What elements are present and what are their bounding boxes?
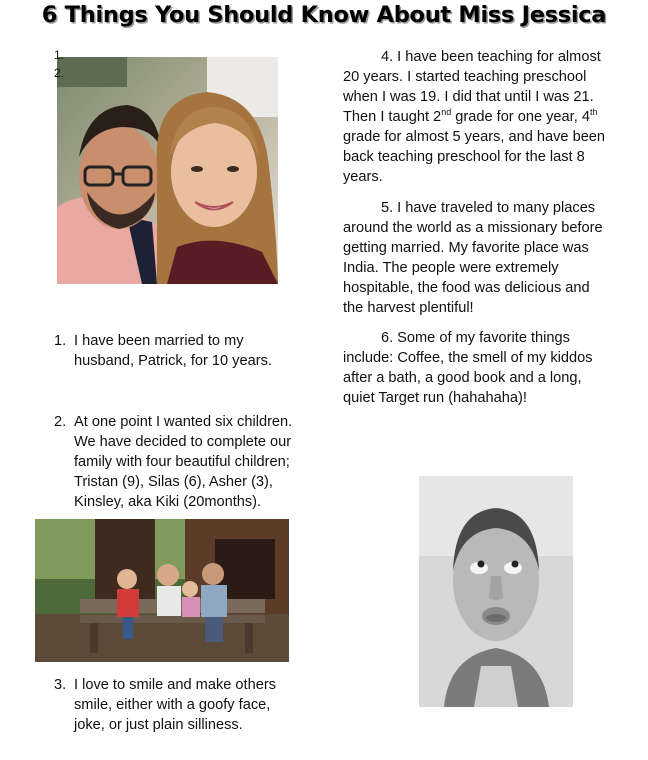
item-6-number: 6. — [381, 330, 394, 346]
item-5-text: I have traveled to many places around the world as a missionary before getting married. My favorite place was India. The people were extremely hospitable, the food was delicious and the harvest plentiful! — [343, 200, 603, 316]
item-5-number: 5. — [381, 200, 394, 216]
item-2-number: 2. — [54, 414, 67, 430]
item-4-number: 4. — [381, 49, 394, 65]
item-4-paragraph — [343, 47, 611, 187]
item-5-paragraph — [343, 198, 611, 318]
item-3-text: I love to smile and make others smile, either with a goofy face, joke, or just plain silliness. — [74, 677, 276, 733]
item-1-number: 1. — [54, 333, 67, 349]
item-1-text: I have been married to my husband, Patrick, for 10 years. — [74, 333, 272, 369]
item-4-sup-1: nd — [441, 107, 452, 118]
stray-number-2: 2. — [54, 66, 65, 80]
goofy-face-photo — [419, 476, 573, 707]
list-item-3 — [54, 675, 289, 735]
family-on-bench-photo — [35, 519, 289, 662]
list-item-1 — [54, 331, 289, 371]
item-6-paragraph — [343, 328, 611, 408]
couple-selfie-photo — [57, 57, 278, 284]
item-4-sup-2: th — [589, 107, 598, 118]
item-4-text-part3: grade for almost 5 years, and have been back teaching preschool for the last 8 years. — [343, 129, 606, 185]
page-title: 6 Things You Should Know About Miss Jessica — [41, 2, 607, 28]
item-4-text-part2: grade for one year, 4 — [451, 109, 590, 125]
list-item-2 — [54, 412, 314, 512]
item-2-text: At one point I wanted six children. We have decided to complete our family with four beautiful children; Tristan (9), Silas (6), Asher (3), Kinsley, aka Kiki (20months). — [74, 414, 293, 510]
item-4-text-part1: I have been teaching for almost 20 years. I started teaching preschool when I was 19. I did that until I was 21. Then I taught 2 — [343, 49, 601, 125]
stray-number-1: 1. — [54, 48, 65, 62]
item-6-text: Some of my favorite things include: Coffee, the smell of my kiddos after a bath, a good book and a long, quiet Target run (hahahaha)! — [343, 330, 593, 406]
item-3-number: 3. — [54, 677, 67, 693]
